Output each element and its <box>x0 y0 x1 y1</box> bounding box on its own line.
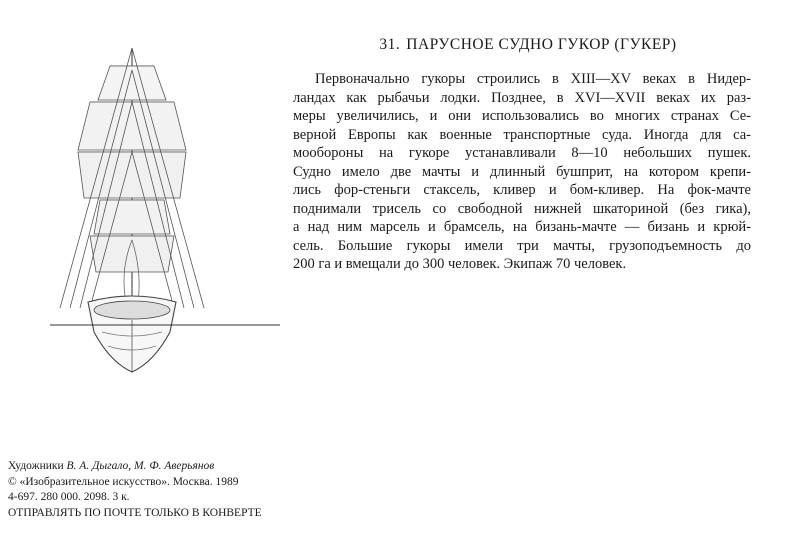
card-title: ПАРУСНОЕ СУДНО ГУКОР (ГУКЕР) <box>406 36 677 53</box>
card-heading <box>338 36 718 54</box>
description-line: меры увеличились, и они использовались во многих странах Се- <box>293 108 751 124</box>
mailing-note: ОТПРАВЛЯТЬ ПО ПОЧТЕ ТОЛЬКО В КОНВЕРТЕ <box>8 506 262 519</box>
description-line: верной Европы как военные транспортные суда. Иногда для са- <box>293 126 751 143</box>
card-description <box>293 70 751 274</box>
artists-line <box>8 459 262 475</box>
description-line: сель. Большие гукоры имели три мачты, грузоподъемность до <box>293 237 751 254</box>
description-line: Первоначально гукоры строились в XIII—XV веках в Нидер- <box>315 71 751 87</box>
description-line: а над ним марсель и брамсель, на бизань-мачте — бизань и крюй- <box>293 219 751 235</box>
description-line: ландах как рыбачьи лодки. Позднее, в XVI—XVII веках их раз- <box>293 89 751 106</box>
description-line: Судно имело две мачты и длинный бушприт, на котором крепи- <box>293 163 751 180</box>
description-line: поднимали трисель со свободной нижней шкаториной (без гика), <box>293 200 751 217</box>
description-line: мообороны на гукоре устанавливали 8—10 небольших пушек. <box>293 145 751 161</box>
copyright-line: © «Изобразительное искусство». Москва. 1989 <box>8 475 239 488</box>
catalog-line: 4-697. 280 000. 2098. 3 к. <box>8 491 130 503</box>
artists-names: В. А. Дыгало, М. Ф. Аверьянов <box>66 460 215 472</box>
description-line: 200 га и вмещали до 300 человек. Экипаж 70 человек. <box>293 256 627 272</box>
artists-label: Художники <box>8 460 64 472</box>
card-number: 31. <box>379 36 401 53</box>
ship-illustration <box>50 40 280 380</box>
credits-block <box>8 459 262 521</box>
description-line: лись фор-стеньги стаксель, кливер и бом-кливер. На фок-мачте <box>293 182 751 198</box>
